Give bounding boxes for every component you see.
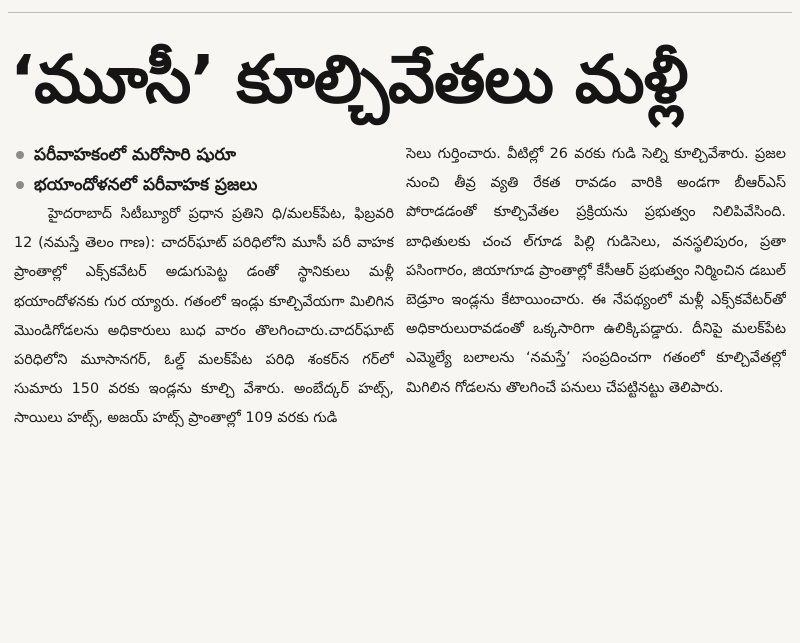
subhead-1-text: పరీవాహకంలో మరోసారి షురూ — [34, 145, 236, 165]
column-left — [14, 140, 394, 639]
subhead-2 — [14, 170, 394, 200]
article-body — [14, 140, 786, 639]
bullet-icon — [16, 181, 24, 189]
bullet-icon — [16, 151, 24, 159]
subhead-2-text: భయాందోళనలో పరీవాహక ప్రజలు — [34, 175, 258, 195]
subhead-1 — [14, 140, 394, 170]
body-text-left: హైదరాబాద్ సిటీబ్యూరో ప్రధాన ప్రతిని ధి/మలక్‌పేట, ఫిబ్రవరి 12 (నమస్తే తెలం గాణ): చాదర్‌ఘాట్ పరిధిలోని మూసీ పరీ వాహక ప్రాంతాల్లో ఎక్స్‌కవేటర్ అడుగుపెట్ట డంతో స్థానికులు మళ్లీ భయాందోళనకు గుర య్యారు. గతంలో ఇండ్లు కూల్చివేయగా మిలిగిన మొండిగోడలను అధికారులు బుధ వారం తొలగించారు.చాదర్‌ఘాట్ పరిధిలోని మూసానగర్, ఓల్డ్ మలక్‌పేట పరిధి శంకర్‌న గర్‌లో సుమారు 150 వరకు ఇండ్లను కూల్చి వేశారు. అంబేద్కర్ హట్స్, సాయిలు హట్స్, అజయ్ హట్స్ ప్రాంతాల్లో 109 వరకు గుడి — [14, 206, 394, 427]
top-rule — [8, 12, 792, 13]
body-text-right: సెలు గుర్తించారు. వీటిల్లో 26 వరకు గుడి సెల్ని కూల్చివేశారు. ప్రజల నుంచి తీవ్ర వ్యతి రేకత రావడం వారికి అండగా బీఆర్‌ఎస్ పోరాడడంతో కూల్చివేతల ప్రక్రియను ప్రభుత్వం నిలిపివేసింది. బాధితులకు చంచ ల్‌గూడ పిల్లి గుడిసెలు, వనస్థలిపురం, ప్రతా పసింగారం, జియాగూడ ప్రాంతాల్లో కేసీఆర్ ప్రభుత్వం నిర్మించిన డబుల్ బెడ్రూం ఇండ్లను కేటాయించారు. ఈ నేపథ్యంలో మళ్లీ ఎక్స్‌కవేటర్‌తో అధికారులురావడంతో ఒక్కసారిగా ఉలిక్కిపడ్డారు. దీనిపై మలక్‌పేట ఎమ్మెల్యే బలాలను ‘నమస్తే’ సంప్రదించగా గతంలో కూల్చివేతల్లో మిగిలిన గోడలను తొలగించే పనులు చేపట్టినట్టు తెలిపారు. — [406, 146, 786, 396]
headline: ‘మూసీ’ కూల్చివేతలు మళ్లీ — [10, 41, 688, 118]
column-right — [406, 140, 786, 639]
